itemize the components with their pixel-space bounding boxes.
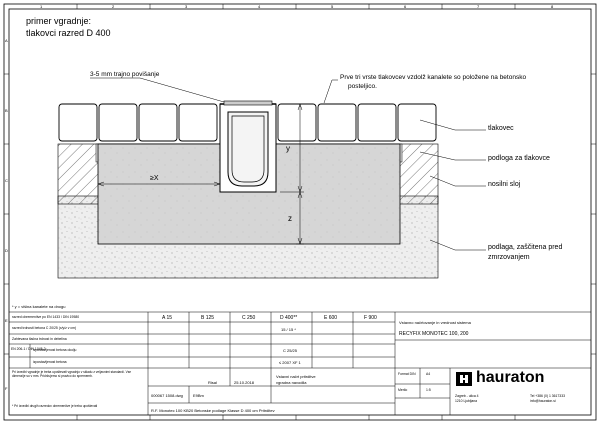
desc-line1: Vstavni načrt pritrditve [276, 374, 316, 379]
label-zmrz-line2: zmrzovanjem [488, 254, 530, 261]
table-cell: D 400** [280, 315, 298, 321]
drawn-label: Risal [208, 380, 217, 385]
titleblock-bottom-text: R.F. Monotec 100 KB20 Betonske podlage Klasse D 400 cm Pritrditev [151, 408, 275, 413]
col-marker: 6 [404, 4, 407, 9]
callout-raise: 3-5 mm trajno povišanje [90, 71, 160, 78]
drawn-date: 25.10.2018 [234, 380, 255, 385]
drawing-title-line1: primer vgradnje: [26, 16, 92, 26]
table-cell: 15 / 15 * [281, 327, 296, 332]
address-line1: Zagreb - ulica 4 [455, 394, 479, 398]
col-marker: 1 [40, 4, 43, 9]
label-podloga: podloga za tlakovce [488, 155, 550, 162]
footnote: * y = višina kanalete na dnogu [12, 304, 66, 309]
format-value: A4 [426, 372, 431, 376]
table-row-sub: izpostavljenost betona [33, 360, 67, 364]
hauraton-logo-icon [456, 372, 472, 386]
table-notes: Pri izvedbi vgradnje je treba upoštevati vgradnjo v skladu z veljavnimi standardi. Vse dimenzije so v mm. Pridržujemo si pravico do sprememb. [12, 370, 132, 378]
col-marker: 4 [258, 4, 261, 9]
table-cell: E 600 [324, 315, 338, 321]
table-row-label: EN 206-1 / DIN 1045-2 [11, 347, 46, 351]
row-marker: B [5, 108, 8, 113]
row-marker: D [5, 248, 8, 253]
table-row-label: razred trdnosti betona C 20/25 (x/y/z v cm) [12, 326, 77, 330]
table-note-bottom: * Pri izvedbi drugih razredov obremenitve je treba upoštevati [12, 404, 98, 408]
scale-value: 1:5 [426, 388, 431, 392]
revision: E9Bm [193, 393, 204, 398]
col-marker: 2 [112, 4, 115, 9]
table-cell: C 25/25 [283, 348, 298, 353]
callout-pavers-line2: posteljico. [348, 83, 377, 90]
col-marker: 3 [185, 4, 188, 9]
titleblock-product: RECYFIX MONOTEC 100, 200 [399, 331, 469, 337]
dim-y-label: y [286, 144, 290, 153]
dim-z-label: z [288, 214, 292, 223]
table-row-sub: izpostavljenost betona okolju [33, 348, 77, 352]
row-marker: A [5, 38, 8, 43]
contact-line2: info@hauraton.si [530, 399, 556, 403]
address-line2: 1210 Ljubljana [455, 399, 478, 403]
row-marker: C [5, 178, 8, 183]
scale-label: Merilo [398, 388, 408, 392]
row-marker: F [5, 386, 8, 391]
contact-line1: Tel +386 (0) 1 3617333 [530, 394, 565, 398]
brand-name: hauraton [476, 369, 545, 386]
col-marker: 5 [331, 4, 334, 9]
drainage-channel [220, 101, 276, 192]
callout-pavers-line1: Prve tri vrste tlakovcev vzdolž kanalete so položene na betonsko [340, 74, 527, 81]
table-cell: F 900 [364, 315, 377, 321]
table-cell: ≤ 2007 XF 1 [279, 360, 301, 365]
titleblock-title: Vstavno načrtovanje in vrednost sistema [399, 320, 471, 325]
col-marker: 7 [477, 4, 480, 9]
table-row-label: Zahtevana tlačna trdnost in debelina [12, 337, 67, 341]
label-tlakovec: tlakovec [488, 125, 514, 132]
col-marker: 8 [551, 4, 554, 9]
format-label: Format DIN [398, 372, 416, 376]
desc-line2: vgradna navodila [276, 380, 307, 385]
drawing-title-line2: tlakovci razred D 400 [26, 28, 111, 38]
table-cell: A 15 [162, 315, 173, 321]
table-cell: B 125 [201, 315, 215, 321]
table-row-label: razred obremenitve po EN 1433 / DIN 19580 [12, 315, 80, 319]
label-nosilni: nosilni sloj [488, 181, 521, 188]
dim-x-label: ≥X [150, 175, 159, 182]
row-marker: E [5, 318, 8, 323]
label-zmrz-line1: podlaga, zaščitena pred [488, 244, 563, 251]
table-cell: C 250 [242, 315, 256, 321]
drawing-number: 000067 1508.dwg [151, 393, 183, 398]
